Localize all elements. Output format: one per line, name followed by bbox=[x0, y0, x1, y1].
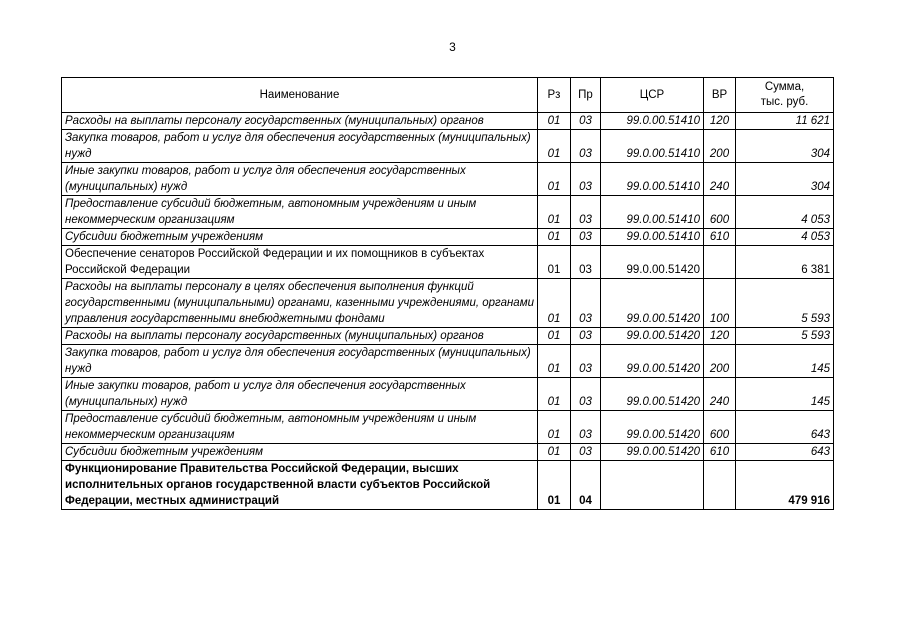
cell-pr: 03 bbox=[571, 444, 601, 461]
cell-sum: 11 621 bbox=[736, 113, 834, 130]
cell-csr: 99.0.00.51410 bbox=[601, 130, 704, 163]
cell-sum: 4 053 bbox=[736, 229, 834, 246]
cell-name: Обеспечение сенаторов Российской Федерации и их помощников в субъектах Российской Федерации bbox=[62, 246, 538, 279]
cell-vr: 610 bbox=[704, 229, 736, 246]
cell-csr bbox=[601, 461, 704, 510]
cell-name: Предоставление субсидий бюджетным, автономным учреждениям и иным некоммерческим организациям bbox=[62, 411, 538, 444]
cell-name: Иные закупки товаров, работ и услуг для обеспечения государственных (муниципальных) нужд bbox=[62, 163, 538, 196]
cell-csr: 99.0.00.51420 bbox=[601, 279, 704, 328]
table-body bbox=[62, 113, 834, 510]
table-row bbox=[62, 328, 834, 345]
header-sum-line1: Сумма, bbox=[764, 81, 805, 93]
cell-rz: 01 bbox=[538, 378, 571, 411]
cell-rz: 01 bbox=[538, 411, 571, 444]
cell-sum: 643 bbox=[736, 411, 834, 444]
cell-sum: 5 593 bbox=[736, 279, 834, 328]
cell-pr: 03 bbox=[571, 130, 601, 163]
cell-vr: 120 bbox=[704, 113, 736, 130]
cell-pr: 03 bbox=[571, 113, 601, 130]
cell-vr: 200 bbox=[704, 130, 736, 163]
header-sum bbox=[736, 78, 834, 113]
cell-sum: 145 bbox=[736, 345, 834, 378]
cell-vr: 120 bbox=[704, 328, 736, 345]
cell-name: Функционирование Правительства Российской Федерации, высших исполнительных органов государственной власти субъектов Российской Федерации, местных администраций bbox=[62, 461, 538, 510]
cell-csr: 99.0.00.51420 bbox=[601, 411, 704, 444]
header-vr: ВР bbox=[704, 78, 736, 113]
table-row bbox=[62, 113, 834, 130]
cell-rz: 01 bbox=[538, 444, 571, 461]
table-row bbox=[62, 378, 834, 411]
cell-name: Расходы на выплаты персоналу государственных (муниципальных) органов bbox=[62, 113, 538, 130]
cell-pr: 03 bbox=[571, 229, 601, 246]
cell-pr: 03 bbox=[571, 411, 601, 444]
cell-pr: 03 bbox=[571, 378, 601, 411]
cell-sum: 6 381 bbox=[736, 246, 834, 279]
cell-csr: 99.0.00.51410 bbox=[601, 229, 704, 246]
cell-rz: 01 bbox=[538, 196, 571, 229]
cell-name: Закупка товаров, работ и услуг для обеспечения государственных (муниципальных) нужд bbox=[62, 345, 538, 378]
table-row bbox=[62, 279, 834, 328]
cell-sum: 145 bbox=[736, 378, 834, 411]
cell-csr: 99.0.00.51420 bbox=[601, 345, 704, 378]
cell-vr: 610 bbox=[704, 444, 736, 461]
table-header-row bbox=[62, 78, 834, 113]
cell-csr: 99.0.00.51410 bbox=[601, 113, 704, 130]
cell-rz: 01 bbox=[538, 279, 571, 328]
table-row bbox=[62, 461, 834, 510]
cell-vr: 200 bbox=[704, 345, 736, 378]
cell-sum: 5 593 bbox=[736, 328, 834, 345]
cell-vr bbox=[704, 461, 736, 510]
cell-vr: 240 bbox=[704, 163, 736, 196]
table-row bbox=[62, 345, 834, 378]
cell-rz: 01 bbox=[538, 246, 571, 279]
cell-rz: 01 bbox=[538, 163, 571, 196]
table-row bbox=[62, 246, 834, 279]
table-row bbox=[62, 163, 834, 196]
cell-name: Иные закупки товаров, работ и услуг для обеспечения государственных (муниципальных) нужд bbox=[62, 378, 538, 411]
cell-vr: 600 bbox=[704, 196, 736, 229]
cell-pr: 03 bbox=[571, 279, 601, 328]
cell-name: Субсидии бюджетным учреждениям bbox=[62, 229, 538, 246]
header-pr: Пр bbox=[571, 78, 601, 113]
cell-csr: 99.0.00.51420 bbox=[601, 328, 704, 345]
cell-vr: 100 bbox=[704, 279, 736, 328]
cell-pr: 03 bbox=[571, 328, 601, 345]
cell-name: Закупка товаров, работ и услуг для обеспечения государственных (муниципальных) нужд bbox=[62, 130, 538, 163]
cell-name: Расходы на выплаты персоналу государственных (муниципальных) органов bbox=[62, 328, 538, 345]
cell-rz: 01 bbox=[538, 130, 571, 163]
cell-vr: 240 bbox=[704, 378, 736, 411]
cell-vr: 600 bbox=[704, 411, 736, 444]
cell-pr: 04 bbox=[571, 461, 601, 510]
cell-rz: 01 bbox=[538, 229, 571, 246]
cell-csr: 99.0.00.51420 bbox=[601, 246, 704, 279]
table-row bbox=[62, 444, 834, 461]
cell-rz: 01 bbox=[538, 328, 571, 345]
table-row bbox=[62, 130, 834, 163]
cell-sum: 304 bbox=[736, 130, 834, 163]
header-sum-line2: тыс. руб. bbox=[760, 96, 809, 108]
cell-csr: 99.0.00.51420 bbox=[601, 378, 704, 411]
page-number: 3 bbox=[449, 40, 456, 54]
cell-sum: 479 916 bbox=[736, 461, 834, 510]
cell-rz: 01 bbox=[538, 461, 571, 510]
cell-csr: 99.0.00.51420 bbox=[601, 444, 704, 461]
cell-vr bbox=[704, 246, 736, 279]
cell-pr: 03 bbox=[571, 345, 601, 378]
budget-table bbox=[61, 77, 834, 510]
header-name: Наименование bbox=[62, 78, 538, 113]
header-csr: ЦСР bbox=[601, 78, 704, 113]
cell-csr: 99.0.00.51410 bbox=[601, 163, 704, 196]
cell-sum: 4 053 bbox=[736, 196, 834, 229]
cell-name: Расходы на выплаты персоналу в целях обеспечения выполнения функций государственными (муниципальными) органами, казенными учреждениями, органами управления государственными внебюджетными фондами bbox=[62, 279, 538, 328]
cell-rz: 01 bbox=[538, 345, 571, 378]
header-rz: Рз bbox=[538, 78, 571, 113]
cell-name: Предоставление субсидий бюджетным, автономным учреждениям и иным некоммерческим организациям bbox=[62, 196, 538, 229]
cell-sum: 304 bbox=[736, 163, 834, 196]
cell-pr: 03 bbox=[571, 246, 601, 279]
cell-csr: 99.0.00.51410 bbox=[601, 196, 704, 229]
cell-pr: 03 bbox=[571, 163, 601, 196]
cell-sum: 643 bbox=[736, 444, 834, 461]
cell-rz: 01 bbox=[538, 113, 571, 130]
table-row bbox=[62, 229, 834, 246]
table-row bbox=[62, 196, 834, 229]
cell-name: Субсидии бюджетным учреждениям bbox=[62, 444, 538, 461]
table-row bbox=[62, 411, 834, 444]
cell-pr: 03 bbox=[571, 196, 601, 229]
